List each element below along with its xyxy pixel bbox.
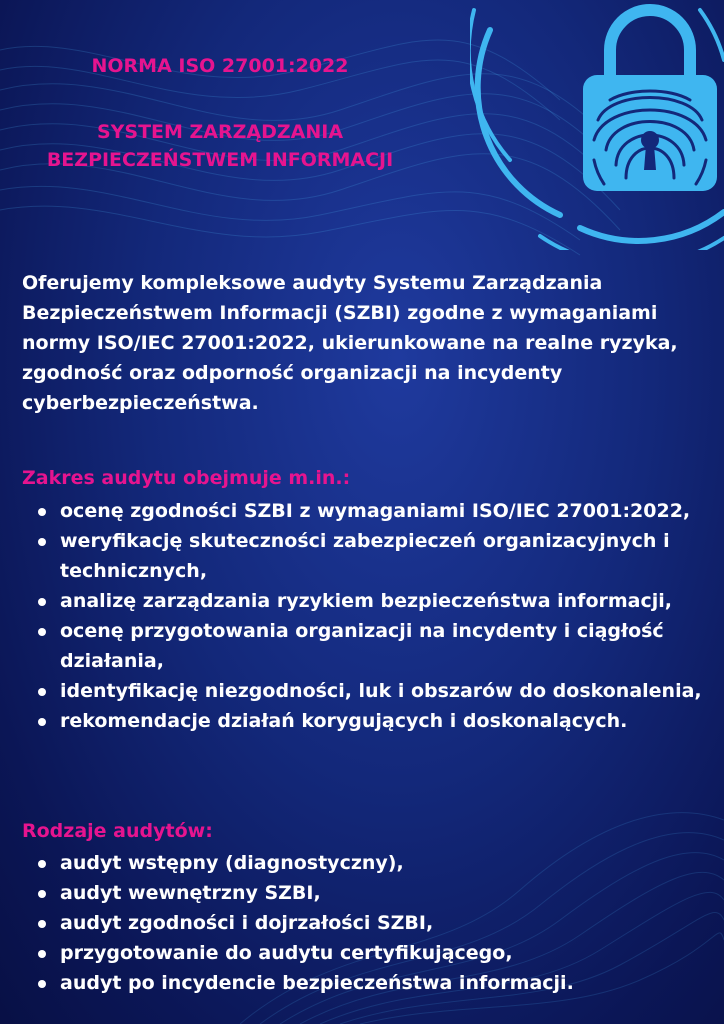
list-item	[22, 848, 722, 878]
scope-heading: Zakres audytu obejmuje m.in.:	[22, 467, 351, 489]
list-item-text: weryfikację skuteczności zabezpieczeń organizacyjnych i technicznych,	[60, 530, 670, 582]
list-item	[22, 676, 722, 706]
list-item	[22, 586, 722, 616]
padlock-fingerprint-icon	[470, 0, 724, 250]
list-item-text: audyt po incydencie bezpieczeństwa informacji.	[60, 972, 574, 994]
list-item	[22, 878, 722, 908]
bullet-icon	[38, 538, 46, 546]
bullet-icon	[38, 920, 46, 928]
title-system	[0, 118, 440, 174]
bullet-icon	[38, 688, 46, 696]
list-item	[22, 496, 722, 526]
bullet-icon	[38, 508, 46, 516]
intro-paragraph: Oferujemy kompleksowe audyty Systemu Zarządzania Bezpieczeństwem Informacji (SZBI) zgodne z wymaganiami normy ISO/IEC 27001:2022, ukierunkowane na realne ryzyka, zgodność oraz odporność organizacji na incydenty cyberbezpieczeństwa.	[22, 272, 678, 414]
list-item-text: identyfikację niezgodności, luk i obszarów do doskonalenia,	[60, 680, 702, 702]
title-system-line1: SYSTEM ZARZĄDZANIA	[96, 121, 344, 143]
list-item-text: audyt wewnętrzny SZBI,	[60, 882, 321, 904]
bullet-icon	[38, 718, 46, 726]
list-item	[22, 938, 722, 968]
bullet-icon	[38, 598, 46, 606]
list-item-text: ocenę zgodności SZBI z wymaganiami ISO/IEC 27001:2022,	[60, 500, 691, 522]
list-item-text: rekomendacje działań korygujących i doskonalących.	[60, 710, 628, 732]
list-item	[22, 616, 722, 676]
bullet-icon	[38, 950, 46, 958]
list-item-text: ocenę przygotowania organizacji na incydenty i ciągłość działania,	[60, 620, 664, 672]
scope-list	[22, 496, 722, 736]
list-item	[22, 526, 722, 586]
list-item	[22, 706, 722, 736]
title-norm: NORMA ISO 27001:2022	[91, 55, 349, 77]
types-list	[22, 848, 722, 998]
list-item-text: audyt wstępny (diagnostyczny),	[60, 852, 404, 874]
list-item	[22, 968, 722, 998]
bullet-icon	[38, 860, 46, 868]
bullet-icon	[38, 628, 46, 636]
list-item-text: audyt zgodności i dojrzałości SZBI,	[60, 912, 434, 934]
list-item-text: przygotowanie do audytu certyfikującego,	[60, 942, 513, 964]
list-item-text: analizę zarządzania ryzykiem bezpieczeństwa informacji,	[60, 590, 672, 612]
types-heading: Rodzaje audytów:	[22, 820, 213, 842]
title-system-line2: BEZPIECZEŃSTWEM INFORMACJI	[46, 149, 394, 171]
bullet-icon	[38, 890, 46, 898]
list-item	[22, 908, 722, 938]
bullet-icon	[38, 980, 46, 988]
